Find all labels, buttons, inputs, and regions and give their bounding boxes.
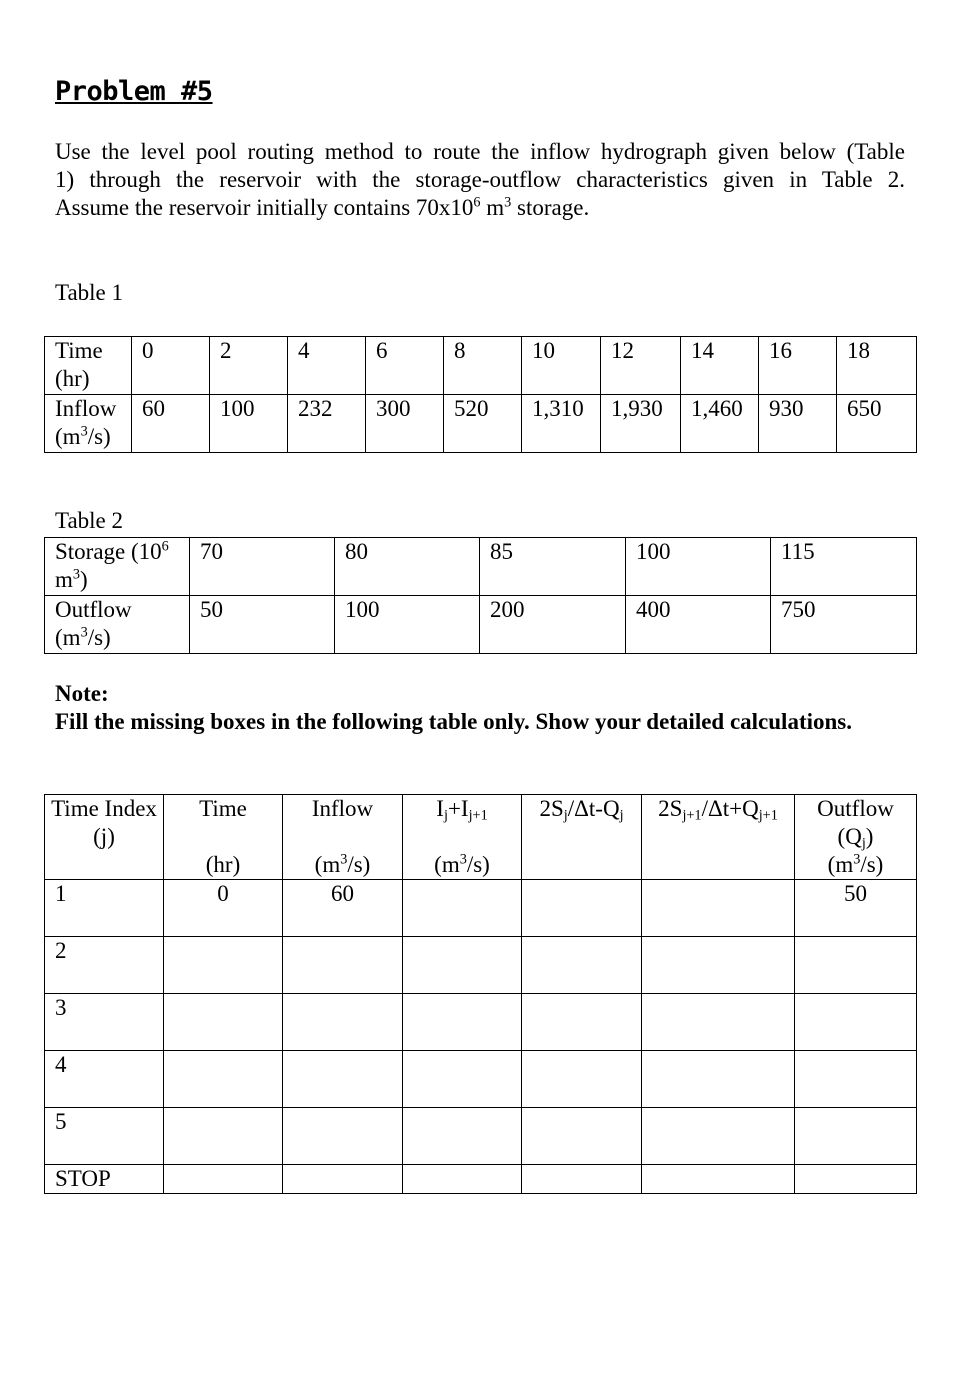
inflow-cell: 1,310 (522, 395, 601, 453)
header-outflow: Outflow $(Q_j)$ $(m^3/s)$ (795, 795, 917, 880)
header-storage-term-j1: $2S_{j+1}/\Delta t+Q_{j+1}$ (642, 795, 795, 880)
row-time-cell (164, 1051, 283, 1108)
inflow-cell: 232 (288, 395, 366, 453)
time-cell: 2 (210, 337, 288, 395)
row-outflow-cell: 50 (795, 880, 917, 937)
time-cell: 4 (288, 337, 366, 395)
empty-cell (403, 1165, 522, 1194)
inflow-cell: 60 (132, 395, 210, 453)
table2-storage-row (45, 538, 917, 596)
time-cell: 12 (601, 337, 681, 395)
statement-line-3: Assume the reservoir initially contains $70x10^6$ $m^3$ storage. (55, 194, 590, 220)
table1-time-row (45, 337, 917, 395)
inflow-cell: 650 (837, 395, 917, 453)
problem-title: Problem #5 (55, 76, 213, 107)
row-sum-cell (403, 880, 522, 937)
time-cell: 16 (759, 337, 837, 395)
storage-cell: 100 (626, 538, 771, 596)
stop-row (45, 1165, 917, 1194)
table2-caption: Table 2 (55, 508, 124, 533)
storage-outflow-table (44, 537, 917, 654)
header-inflow: Inflow $(m^3/s)$ (283, 795, 403, 880)
row-time-cell (164, 994, 283, 1051)
storage-cell: 115 (771, 538, 917, 596)
row-term2-cell (642, 1108, 795, 1165)
row-inflow-cell (283, 994, 403, 1051)
row-time-cell (164, 937, 283, 994)
statement-line-2: 1) through the reservoir with the storage-outflow characteristics given in Table 2. (55, 167, 905, 192)
time-label-cell: Time (hr) (45, 337, 132, 395)
inflow-cell: 1,930 (601, 395, 681, 453)
time-cell: 8 (444, 337, 522, 395)
inflow-cell: 300 (366, 395, 444, 453)
inflow-label-cell: Inflow $(m^3/s)$ (45, 395, 132, 453)
row-term2-cell (642, 880, 795, 937)
outflow-cell: 750 (771, 596, 917, 654)
row-inflow-cell (283, 937, 403, 994)
row-outflow-cell (795, 937, 917, 994)
row-sum-cell (403, 1108, 522, 1165)
row-index-cell: 4 (45, 1051, 164, 1108)
time-cell: 14 (681, 337, 759, 395)
row-outflow-cell (795, 1051, 917, 1108)
inflow-cell: 930 (759, 395, 837, 453)
table-row (45, 1051, 917, 1108)
time-cell: 18 (837, 337, 917, 395)
outflow-cell: 200 (480, 596, 626, 654)
note-text: Fill the missing boxes in the following table only. Show your detailed calculations. (55, 709, 852, 734)
row-term1-cell (522, 880, 642, 937)
row-sum-cell (403, 937, 522, 994)
row-term2-cell (642, 937, 795, 994)
empty-cell (522, 1165, 642, 1194)
storage-cell: 80 (335, 538, 480, 596)
note-heading: Note: (55, 681, 109, 706)
table-row (45, 1108, 917, 1165)
empty-cell (795, 1165, 917, 1194)
row-term1-cell (522, 1051, 642, 1108)
table2-outflow-row (45, 596, 917, 654)
storage-label-cell: Storage ($10^6$ $m^3$) (45, 538, 190, 596)
storage-cell: 85 (480, 538, 626, 596)
row-inflow-cell (283, 1051, 403, 1108)
row-term2-cell (642, 994, 795, 1051)
empty-cell (164, 1165, 283, 1194)
worksheet-header-row (45, 795, 917, 880)
problem-statement (55, 138, 905, 222)
row-index-cell: 3 (45, 994, 164, 1051)
inflow-cell: 1,460 (681, 395, 759, 453)
time-cell: 10 (522, 337, 601, 395)
inflow-cell: 100 (210, 395, 288, 453)
time-cell: 6 (366, 337, 444, 395)
table1-inflow-row (45, 395, 917, 453)
empty-cell (283, 1165, 403, 1194)
row-outflow-cell (795, 1108, 917, 1165)
header-storage-term-j: $2S_j/\Delta t-Q_j$ (522, 795, 642, 880)
outflow-cell: 100 (335, 596, 480, 654)
inflow-cell: 520 (444, 395, 522, 453)
row-inflow-cell: 60 (283, 880, 403, 937)
header-inflow-sum: $I_j+I_{j+1}$ $(m^3/s)$ (403, 795, 522, 880)
stop-label-cell: STOP (45, 1165, 164, 1194)
table-row (45, 937, 917, 994)
row-index-cell: 5 (45, 1108, 164, 1165)
row-inflow-cell (283, 1108, 403, 1165)
row-time-cell (164, 1108, 283, 1165)
row-term1-cell (522, 937, 642, 994)
row-sum-cell (403, 1051, 522, 1108)
header-time: Time (hr) (164, 795, 283, 880)
storage-cell: 70 (190, 538, 335, 596)
outflow-cell: 50 (190, 596, 335, 654)
row-term1-cell (522, 994, 642, 1051)
header-time-index: Time Index (j) (45, 795, 164, 880)
row-time-cell: 0 (164, 880, 283, 937)
row-index-cell: 1 (45, 880, 164, 937)
row-outflow-cell (795, 994, 917, 1051)
inflow-hydrograph-table (44, 336, 917, 453)
outflow-label-cell: Outflow $(m^3/s)$ (45, 596, 190, 654)
table-row (45, 880, 917, 937)
outflow-cell: 400 (626, 596, 771, 654)
routing-worksheet-table (44, 794, 917, 1194)
empty-cell (642, 1165, 795, 1194)
time-cell: 0 (132, 337, 210, 395)
row-sum-cell (403, 994, 522, 1051)
row-index-cell: 2 (45, 937, 164, 994)
statement-line-1: Use the level pool routing method to route the inflow hydrograph given below (Table (55, 139, 905, 164)
table1-caption: Table 1 (55, 280, 124, 305)
row-term2-cell (642, 1051, 795, 1108)
table-row (45, 994, 917, 1051)
row-term1-cell (522, 1108, 642, 1165)
